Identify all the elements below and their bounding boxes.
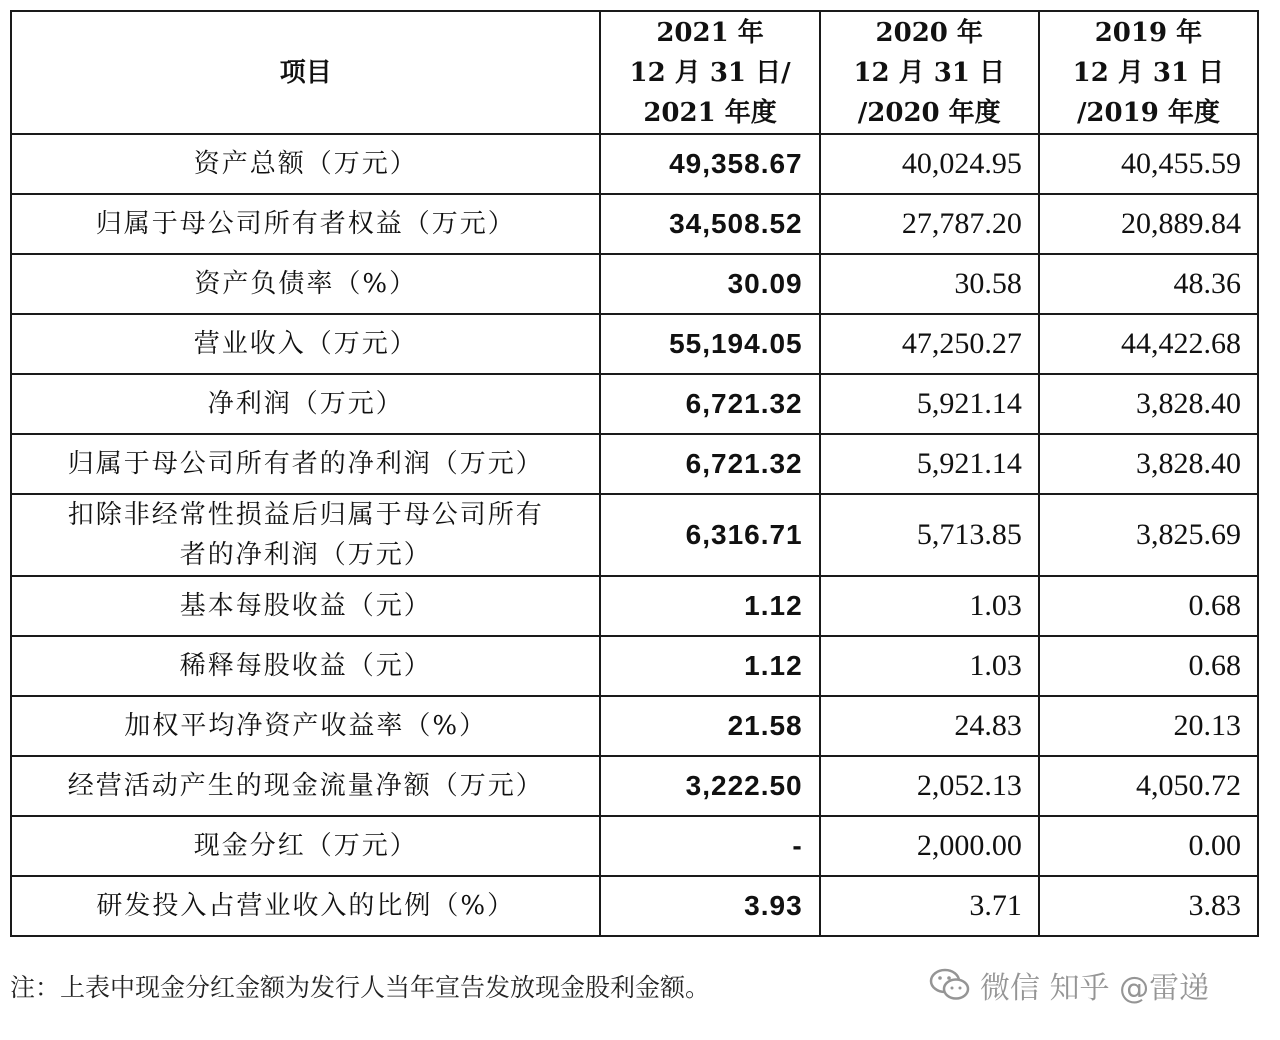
row-label-line: 研发投入占营业收入的比例（%） [96,891,516,921]
value-2020: 1.03 [820,636,1039,696]
value-2020: 5,713.85 [820,494,1039,576]
table-row [11,434,1258,494]
value-2019: 20,889.84 [1039,194,1258,254]
table-row [11,194,1258,254]
row-label-line: 净利润（万元） [207,389,404,419]
value-2020: 40,024.95 [820,134,1039,194]
row-label [11,194,600,254]
row-label [11,576,600,636]
value-2020: 5,921.14 [820,374,1039,434]
row-label [11,756,600,816]
row-label-line: 扣除非经常性损益后归属于母公司所有 [67,500,544,530]
value-2019: 0.68 [1039,576,1258,636]
value-2020: 30.58 [820,254,1039,314]
row-label [11,876,600,936]
row-label [11,636,600,696]
value-2019: 40,455.59 [1039,134,1258,194]
value-2019: 44,422.68 [1039,314,1258,374]
value-2021: 34,508.52 [600,194,819,254]
header-2020 [820,11,1039,134]
header-line: 12 月 31 日 [853,57,1005,88]
header-line: /2020 年度 [857,97,1001,128]
value-2020: 24.83 [820,696,1039,756]
value-2021: 6,721.32 [600,434,819,494]
value-2019: 3,828.40 [1039,434,1258,494]
table-row [11,494,1258,576]
value-2020: 3.71 [820,876,1039,936]
value-2021: 3,222.50 [600,756,819,816]
value-2019: 0.00 [1039,816,1258,876]
table-row [11,756,1258,816]
row-label [11,494,600,576]
value-2020: 2,000.00 [820,816,1039,876]
value-2021: 49,358.67 [600,134,819,194]
table-row [11,134,1258,194]
row-label-line: 经营活动产生的现金流量净额（万元） [67,771,544,801]
value-2021: 55,194.05 [600,314,819,374]
table-row [11,314,1258,374]
header-line: 2021 年 [656,17,764,48]
financial-data-table [10,10,1259,937]
value-2019: 3,825.69 [1039,494,1258,576]
value-2021: 6,316.71 [600,494,819,576]
value-2019: 3,828.40 [1039,374,1258,434]
header-line: 12 月 31 日 [1072,57,1225,88]
row-label [11,434,600,494]
value-2019: 48.36 [1039,254,1258,314]
header-line: 2020 年 [875,17,983,48]
table-row [11,374,1258,434]
value-2020: 27,787.20 [820,194,1039,254]
table-row [11,816,1258,876]
row-label-line: 者的净利润（万元） [179,540,432,570]
wechat-icon [928,966,972,1004]
header-line: 2021 年度 [643,97,777,128]
row-label [11,314,600,374]
row-label-line: 资产负债率（%） [194,269,418,299]
value-2020: 2,052.13 [820,756,1039,816]
header-line: /2019 年度 [1076,97,1220,128]
header-line: 12 月 31 日/ [629,57,791,88]
header-2021 [600,11,819,134]
value-2021: 30.09 [600,254,819,314]
row-label [11,696,600,756]
value-2019: 0.68 [1039,636,1258,696]
value-2021: 21.58 [600,696,819,756]
value-2021: 1.12 [600,576,819,636]
row-label-line: 稀释每股收益（元） [179,651,432,681]
row-label [11,374,600,434]
header-line: 2019 年 [1094,17,1203,48]
table-row [11,876,1258,936]
value-2019: 4,050.72 [1039,756,1258,816]
row-label-line: 归属于母公司所有者的净利润（万元） [67,449,544,479]
row-label-line: 基本每股收益（元） [179,591,432,621]
value-2021: 1.12 [600,636,819,696]
value-2021: 6,721.32 [600,374,819,434]
row-label-line: 资产总额（万元） [193,149,418,179]
row-label-line: 营业收入（万元） [193,329,418,359]
row-label [11,254,600,314]
watermark [928,960,1209,1010]
table-row [11,696,1258,756]
header-item [11,11,600,134]
header-line: 项目 [279,57,332,88]
value-2019: 20.13 [1039,696,1258,756]
table-row [11,254,1258,314]
table-row [11,576,1258,636]
value-2021: 3.93 [600,876,819,936]
row-label [11,816,600,876]
row-label-line: 归属于母公司所有者权益（万元） [95,209,516,239]
value-2019: 3.83 [1039,876,1258,936]
row-label-line: 加权平均净资产收益率（%） [124,711,488,741]
value-2020: 5,921.14 [820,434,1039,494]
watermark-text: 微信 知乎 @雷递 [980,971,1210,1006]
value-2020: 1.03 [820,576,1039,636]
value-2021: - [600,816,819,876]
table-footnote: 注：上表中现金分红金额为发行人当年宣告发放现金股利金额。 [10,973,711,1002]
row-label-line: 现金分红（万元） [193,831,418,861]
row-label [11,134,600,194]
table-header-row [11,11,1258,134]
table-row [11,636,1258,696]
header-2019 [1039,11,1258,134]
value-2020: 47,250.27 [820,314,1039,374]
